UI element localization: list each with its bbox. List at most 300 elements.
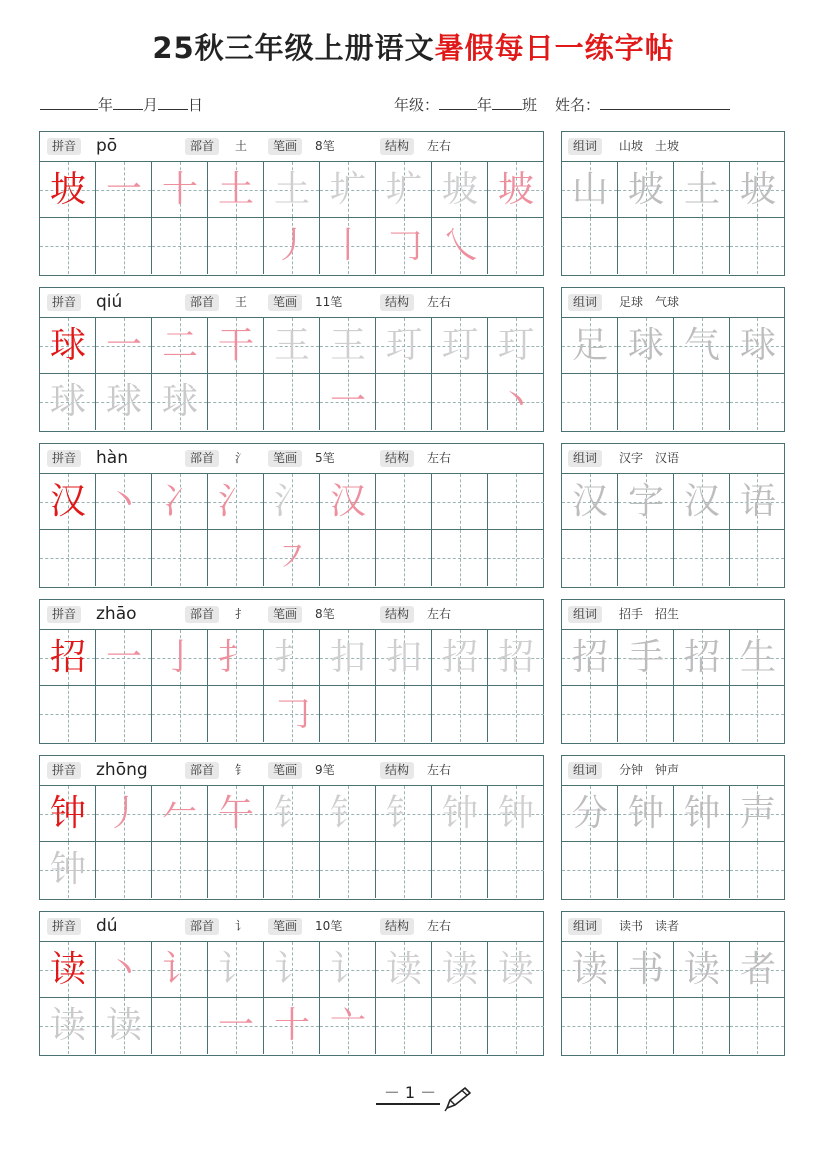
writing-cell[interactable] — [376, 474, 432, 530]
words-value: 招手 招生 — [619, 607, 680, 621]
words-label: 组词 — [568, 450, 602, 467]
radical-value: 氵 — [235, 451, 248, 465]
word-char: 钟 — [627, 793, 664, 834]
word-cell[interactable] — [562, 630, 618, 686]
writing-cell[interactable] — [488, 218, 544, 274]
word-char: 者 — [739, 949, 776, 990]
word-cell[interactable] — [618, 998, 674, 1054]
structure-value: 左右 — [427, 919, 452, 933]
word-header — [562, 288, 784, 318]
stroke-step: 招 — [441, 637, 478, 678]
day-blank[interactable] — [158, 95, 188, 110]
writing-cell[interactable] — [152, 998, 208, 1054]
pinyin-value: zhāo — [96, 604, 137, 624]
word-char: 球 — [739, 325, 776, 366]
pinyin-label: 拼音 — [47, 138, 81, 155]
writing-cell[interactable] — [320, 162, 376, 266]
word-cell[interactable] — [618, 318, 674, 374]
writing-cell[interactable] — [208, 374, 264, 430]
word-cell[interactable] — [674, 318, 730, 374]
char-info-header — [40, 288, 543, 318]
word-cell[interactable] — [562, 530, 618, 586]
words-value: 山坡 土坡 — [619, 139, 680, 153]
writing-cell[interactable] — [40, 318, 96, 374]
stroke-step: 圹丨 — [329, 169, 366, 266]
writing-cell[interactable] — [488, 942, 544, 998]
writing-cell[interactable] — [376, 530, 432, 586]
writing-cell[interactable] — [40, 530, 96, 586]
word-header — [562, 600, 784, 630]
writing-cell[interactable] — [376, 162, 432, 266]
writing-cell[interactable] — [96, 218, 152, 274]
radical-value: 王 — [235, 295, 248, 309]
writing-cell[interactable] — [96, 686, 152, 742]
stroke-step: 干 — [217, 325, 254, 366]
writing-cell[interactable] — [208, 474, 264, 530]
practice-box — [39, 287, 544, 432]
stroke-step: 氵 — [217, 481, 254, 522]
writing-cell[interactable] — [264, 842, 320, 898]
writing-cell[interactable] — [488, 998, 544, 1054]
word-box — [561, 443, 785, 588]
pinyin-value: dú — [96, 916, 118, 936]
writing-cell[interactable] — [40, 942, 96, 998]
strokes-label: 笔画 — [268, 450, 302, 467]
writing-cell[interactable] — [152, 318, 208, 374]
writing-cell[interactable] — [376, 318, 432, 374]
word-cell[interactable] — [730, 942, 784, 998]
stroke-step: 讠一 — [217, 949, 254, 1046]
writing-cell[interactable] — [208, 786, 264, 842]
model-char: 读 — [49, 949, 86, 990]
page-number: － 1 － — [383, 1083, 437, 1102]
word-char: 钟 — [683, 793, 720, 834]
writing-cell[interactable] — [432, 374, 488, 430]
word-char: 足 — [571, 325, 608, 366]
writing-cell[interactable] — [96, 786, 152, 842]
stroke-step: 丶 — [105, 481, 142, 522]
stroke-step: 丶 — [105, 949, 142, 990]
writing-cell[interactable] — [432, 686, 488, 742]
student-line: 年级： 年 班 姓名： — [394, 94, 730, 115]
char-block — [39, 287, 785, 432]
month-blank[interactable] — [113, 95, 143, 110]
word-char: 声 — [739, 793, 776, 834]
stroke-step: 扣 — [385, 637, 422, 678]
writing-cell[interactable] — [208, 218, 264, 274]
writing-cell[interactable] — [488, 474, 544, 530]
words-label: 组词 — [568, 606, 602, 623]
writing-cell[interactable] — [432, 630, 488, 686]
writing-cell[interactable] — [40, 842, 96, 898]
writing-cell[interactable] — [96, 374, 152, 430]
word-cell[interactable] — [730, 842, 784, 898]
word-char: 汉 — [683, 481, 720, 522]
word-cell[interactable] — [562, 786, 618, 842]
writing-cell[interactable] — [320, 786, 376, 842]
structure-label: 结构 — [380, 918, 414, 935]
writing-cell[interactable] — [96, 474, 152, 530]
writing-cell[interactable] — [264, 942, 320, 1046]
pinyin-label: 拼音 — [47, 918, 81, 935]
word-cell[interactable] — [730, 786, 784, 842]
word-cell[interactable] — [618, 474, 674, 530]
char-block — [39, 131, 785, 276]
stroke-step: 圹𠃌 — [385, 169, 422, 266]
strokes-label: 笔画 — [268, 138, 302, 155]
writing-cell[interactable] — [152, 686, 208, 742]
writing-cell[interactable] — [376, 686, 432, 742]
writing-cell[interactable] — [432, 474, 488, 530]
stroke-step: 二 — [161, 325, 198, 366]
pinyin-label: 拼音 — [47, 294, 81, 311]
writing-cell[interactable] — [488, 162, 544, 218]
stroke-step: 土丿 — [273, 169, 310, 266]
writing-cell[interactable] — [152, 162, 208, 218]
writing-cell[interactable] — [376, 786, 432, 842]
word-char: 读 — [571, 949, 608, 990]
writing-cell[interactable] — [376, 842, 432, 898]
word-cell[interactable] — [618, 630, 674, 686]
stroke-step: 钅 — [273, 793, 310, 834]
word-header — [562, 444, 784, 474]
strokes-label: 笔画 — [268, 606, 302, 623]
strokes-label: 笔画 — [268, 762, 302, 779]
writing-cell[interactable] — [264, 786, 320, 842]
word-box — [561, 131, 785, 276]
word-cell[interactable] — [562, 162, 618, 218]
word-cell[interactable] — [618, 842, 674, 898]
word-cell[interactable] — [618, 530, 674, 586]
word-cell[interactable] — [562, 842, 618, 898]
writing-cell[interactable] — [376, 998, 432, 1054]
word-cell[interactable] — [674, 374, 730, 430]
writing-cell[interactable] — [432, 530, 488, 586]
writing-cell[interactable] — [376, 630, 432, 686]
words-label: 组词 — [568, 138, 602, 155]
radical-label: 部首 — [185, 918, 219, 935]
radical-label: 部首 — [185, 606, 219, 623]
writing-cell[interactable] — [320, 686, 376, 742]
writing-cell[interactable] — [208, 530, 264, 586]
word-char: 坡 — [627, 169, 664, 210]
writing-cell[interactable] — [40, 630, 96, 686]
pinyin-label: 拼音 — [47, 762, 81, 779]
word-char: 山 — [571, 169, 608, 210]
writing-cell[interactable] — [488, 686, 544, 742]
writing-cell[interactable] — [376, 942, 432, 998]
stroke-step: 坡乀 — [441, 169, 478, 266]
stroke-step: 讠亠 — [329, 949, 366, 1046]
pinyin-value: hàn — [96, 448, 128, 468]
structure-label: 结构 — [380, 138, 414, 155]
stroke-step: 坡 — [497, 169, 534, 210]
structure-value: 左右 — [427, 295, 452, 309]
writing-cell[interactable] — [40, 474, 96, 530]
word-cell[interactable] — [618, 374, 674, 430]
word-cell[interactable] — [730, 530, 784, 586]
writing-cell[interactable] — [432, 318, 488, 374]
strokes-value: 10笔 — [315, 919, 343, 933]
word-char: 手 — [627, 637, 664, 678]
structure-value: 左右 — [427, 607, 452, 621]
writing-cell[interactable] — [264, 162, 320, 266]
stroke-step: 钅 — [385, 793, 422, 834]
word-box — [561, 599, 785, 744]
writing-cell[interactable] — [40, 786, 96, 842]
word-cell[interactable] — [674, 686, 730, 742]
writing-cell[interactable] — [208, 318, 264, 374]
word-cell[interactable] — [730, 374, 784, 430]
writing-cell[interactable] — [96, 942, 152, 998]
word-cell[interactable] — [562, 942, 618, 998]
structure-label: 结构 — [380, 294, 414, 311]
practice-box — [39, 599, 544, 744]
word-cell[interactable] — [618, 218, 674, 274]
writing-cell[interactable] — [152, 786, 208, 842]
writing-cell[interactable] — [152, 530, 208, 586]
model-char: 坡 — [49, 169, 86, 210]
word-char: 气 — [683, 325, 720, 366]
word-header — [562, 132, 784, 162]
writing-cell[interactable] — [320, 474, 376, 530]
char-info-header — [40, 444, 543, 474]
practice-box — [39, 755, 544, 900]
writing-cell[interactable] — [96, 998, 152, 1054]
writing-cell[interactable] — [208, 162, 264, 218]
word-char: 语 — [739, 481, 776, 522]
trace-char: 钟 — [49, 849, 86, 890]
radical-label: 部首 — [185, 450, 219, 467]
structure-value: 左右 — [427, 139, 452, 153]
stroke-step: 钟 — [441, 793, 478, 834]
writing-cell[interactable] — [96, 318, 152, 374]
year-blank[interactable] — [40, 95, 98, 110]
char-block — [39, 755, 785, 900]
writing-cell[interactable] — [152, 218, 208, 274]
writing-cell[interactable] — [432, 162, 488, 266]
word-char: 书 — [627, 949, 664, 990]
stroke-step: 读 — [441, 949, 478, 990]
word-header — [562, 912, 784, 942]
stroke-step: 亅 — [161, 637, 198, 678]
char-block — [39, 599, 785, 744]
writing-cell[interactable] — [152, 374, 208, 430]
word-cell[interactable] — [618, 686, 674, 742]
writing-cell[interactable] — [320, 530, 376, 586]
word-cell[interactable] — [618, 786, 674, 842]
stroke-step: 钟 — [497, 793, 534, 834]
writing-cell[interactable] — [40, 218, 96, 274]
radical-value: 扌 — [235, 607, 248, 621]
writing-cell[interactable] — [96, 162, 152, 218]
writing-cell[interactable] — [152, 942, 208, 998]
word-cell[interactable] — [674, 218, 730, 274]
word-cell[interactable] — [562, 374, 618, 430]
writing-cell[interactable] — [432, 786, 488, 842]
pinyin-value: zhōng — [96, 760, 148, 780]
writing-cell[interactable] — [152, 630, 208, 686]
writing-cell[interactable] — [432, 998, 488, 1054]
trace-char: 球 — [49, 381, 86, 422]
radical-label: 部首 — [185, 294, 219, 311]
writing-cell[interactable] — [96, 630, 152, 686]
word-cell[interactable] — [674, 474, 730, 530]
word-cell[interactable] — [730, 686, 784, 742]
word-cell[interactable] — [562, 318, 618, 374]
writing-cell[interactable] — [208, 686, 264, 742]
word-cell[interactable] — [618, 942, 674, 998]
char-block — [39, 911, 785, 1056]
trace-char: 球 — [161, 381, 198, 422]
stroke-step: 十 — [161, 169, 198, 210]
writing-cell[interactable] — [208, 942, 264, 1046]
strokes-label: 笔画 — [268, 918, 302, 935]
model-char: 钟 — [49, 793, 86, 834]
word-cell[interactable] — [562, 218, 618, 274]
structure-label: 结构 — [380, 450, 414, 467]
writing-cell[interactable] — [264, 474, 320, 578]
writing-cell[interactable] — [320, 942, 376, 1046]
word-cell[interactable] — [674, 630, 730, 686]
stroke-step: 氵㇇ — [273, 481, 310, 578]
grade-blank[interactable] — [439, 95, 477, 110]
word-char: 汉 — [571, 481, 608, 522]
word-char: 分 — [571, 793, 608, 834]
writing-cell[interactable] — [208, 630, 264, 686]
model-char: 汉 — [49, 481, 86, 522]
word-cell[interactable] — [674, 942, 730, 998]
writing-cell[interactable] — [432, 942, 488, 998]
writing-cell[interactable] — [264, 630, 320, 734]
writing-cell[interactable] — [40, 162, 96, 218]
word-char: 生 — [739, 637, 776, 678]
stroke-step: 玎丶 — [497, 325, 534, 422]
word-cell[interactable] — [562, 998, 618, 1054]
stroke-step: 招 — [497, 637, 534, 678]
radical-label: 部首 — [185, 138, 219, 155]
writing-cell[interactable] — [264, 374, 320, 430]
stroke-step: 王一 — [329, 325, 366, 422]
strokes-value: 8笔 — [315, 139, 335, 153]
word-char: 招 — [683, 637, 720, 678]
word-cell[interactable] — [562, 474, 618, 530]
stroke-step: 玎 — [385, 325, 422, 366]
word-box — [561, 911, 785, 1056]
words-label: 组词 — [568, 762, 602, 779]
strokes-value: 5笔 — [315, 451, 335, 465]
class-blank[interactable] — [492, 95, 522, 110]
word-char: 读 — [683, 949, 720, 990]
char-info-header — [40, 132, 543, 162]
words-value: 汉字 汉语 — [619, 451, 680, 465]
pen-icon — [444, 1086, 474, 1112]
writing-cell[interactable] — [488, 786, 544, 842]
model-char: 招 — [49, 637, 86, 678]
words-value: 分钟 钟声 — [619, 763, 680, 777]
word-char: 招 — [571, 637, 608, 678]
writing-cell[interactable] — [40, 374, 96, 430]
word-cell[interactable] — [730, 218, 784, 274]
stroke-step: 玎 — [441, 325, 478, 366]
date-line: 年 月 日 — [40, 94, 203, 115]
writing-cell[interactable] — [488, 318, 544, 422]
writing-cell[interactable] — [264, 318, 320, 374]
stroke-step: 一 — [105, 325, 142, 366]
writing-cell[interactable] — [96, 530, 152, 586]
char-info-header — [40, 912, 543, 942]
word-cell[interactable] — [730, 630, 784, 686]
words-value: 读书 读者 — [619, 919, 680, 933]
word-cell[interactable] — [618, 162, 674, 218]
writing-cell[interactable] — [488, 530, 544, 586]
structure-label: 结构 — [380, 606, 414, 623]
word-cell[interactable] — [730, 998, 784, 1054]
stroke-step: 丿 — [105, 793, 142, 834]
stroke-step: 钅 — [329, 793, 366, 834]
word-cell[interactable] — [674, 162, 730, 218]
writing-cell[interactable] — [152, 474, 208, 530]
strokes-value: 9笔 — [315, 763, 335, 777]
writing-cell[interactable] — [96, 842, 152, 898]
word-char: 字 — [627, 481, 664, 522]
stroke-step: 土 — [217, 169, 254, 210]
writing-cell[interactable] — [488, 630, 544, 686]
word-cell[interactable] — [674, 998, 730, 1054]
writing-cell[interactable] — [320, 318, 376, 422]
structure-value: 左右 — [427, 763, 452, 777]
word-cell[interactable] — [730, 318, 784, 374]
writing-cell[interactable] — [488, 842, 544, 898]
stroke-step: 扣 — [329, 637, 366, 678]
word-char: 土 — [683, 169, 720, 210]
trace-char: 读 — [105, 1005, 142, 1046]
model-char: 球 — [49, 325, 86, 366]
word-cell[interactable] — [730, 474, 784, 530]
stroke-step: 汉 — [329, 481, 366, 522]
char-info-header — [40, 600, 543, 630]
word-header — [562, 756, 784, 786]
word-cell[interactable] — [674, 786, 730, 842]
word-box — [561, 287, 785, 432]
word-cell[interactable] — [730, 162, 784, 218]
word-cell[interactable] — [674, 842, 730, 898]
writing-cell[interactable] — [320, 842, 376, 898]
stroke-step: 冫 — [161, 481, 198, 522]
radical-label: 部首 — [185, 762, 219, 779]
char-info-header — [40, 756, 543, 786]
strokes-value: 8笔 — [315, 607, 335, 621]
writing-cell[interactable] — [40, 686, 96, 742]
radical-value: 钅 — [235, 763, 248, 777]
word-cell[interactable] — [674, 530, 730, 586]
page-title: 25秋三年级上册语文暑假每日一练字帖 — [152, 31, 675, 65]
writing-cell[interactable] — [432, 842, 488, 898]
stroke-step: 王 — [273, 325, 310, 366]
name-blank[interactable] — [600, 95, 730, 110]
word-box — [561, 755, 785, 900]
pinyin-label: 拼音 — [47, 450, 81, 467]
writing-cell[interactable] — [376, 374, 432, 430]
writing-cell[interactable] — [320, 630, 376, 686]
word-char: 坡 — [739, 169, 776, 210]
writing-cell[interactable] — [152, 842, 208, 898]
word-cell[interactable] — [562, 686, 618, 742]
writing-cell[interactable] — [40, 998, 96, 1054]
page-underline — [376, 1103, 440, 1105]
writing-cell[interactable] — [208, 842, 264, 898]
char-block — [39, 443, 785, 588]
